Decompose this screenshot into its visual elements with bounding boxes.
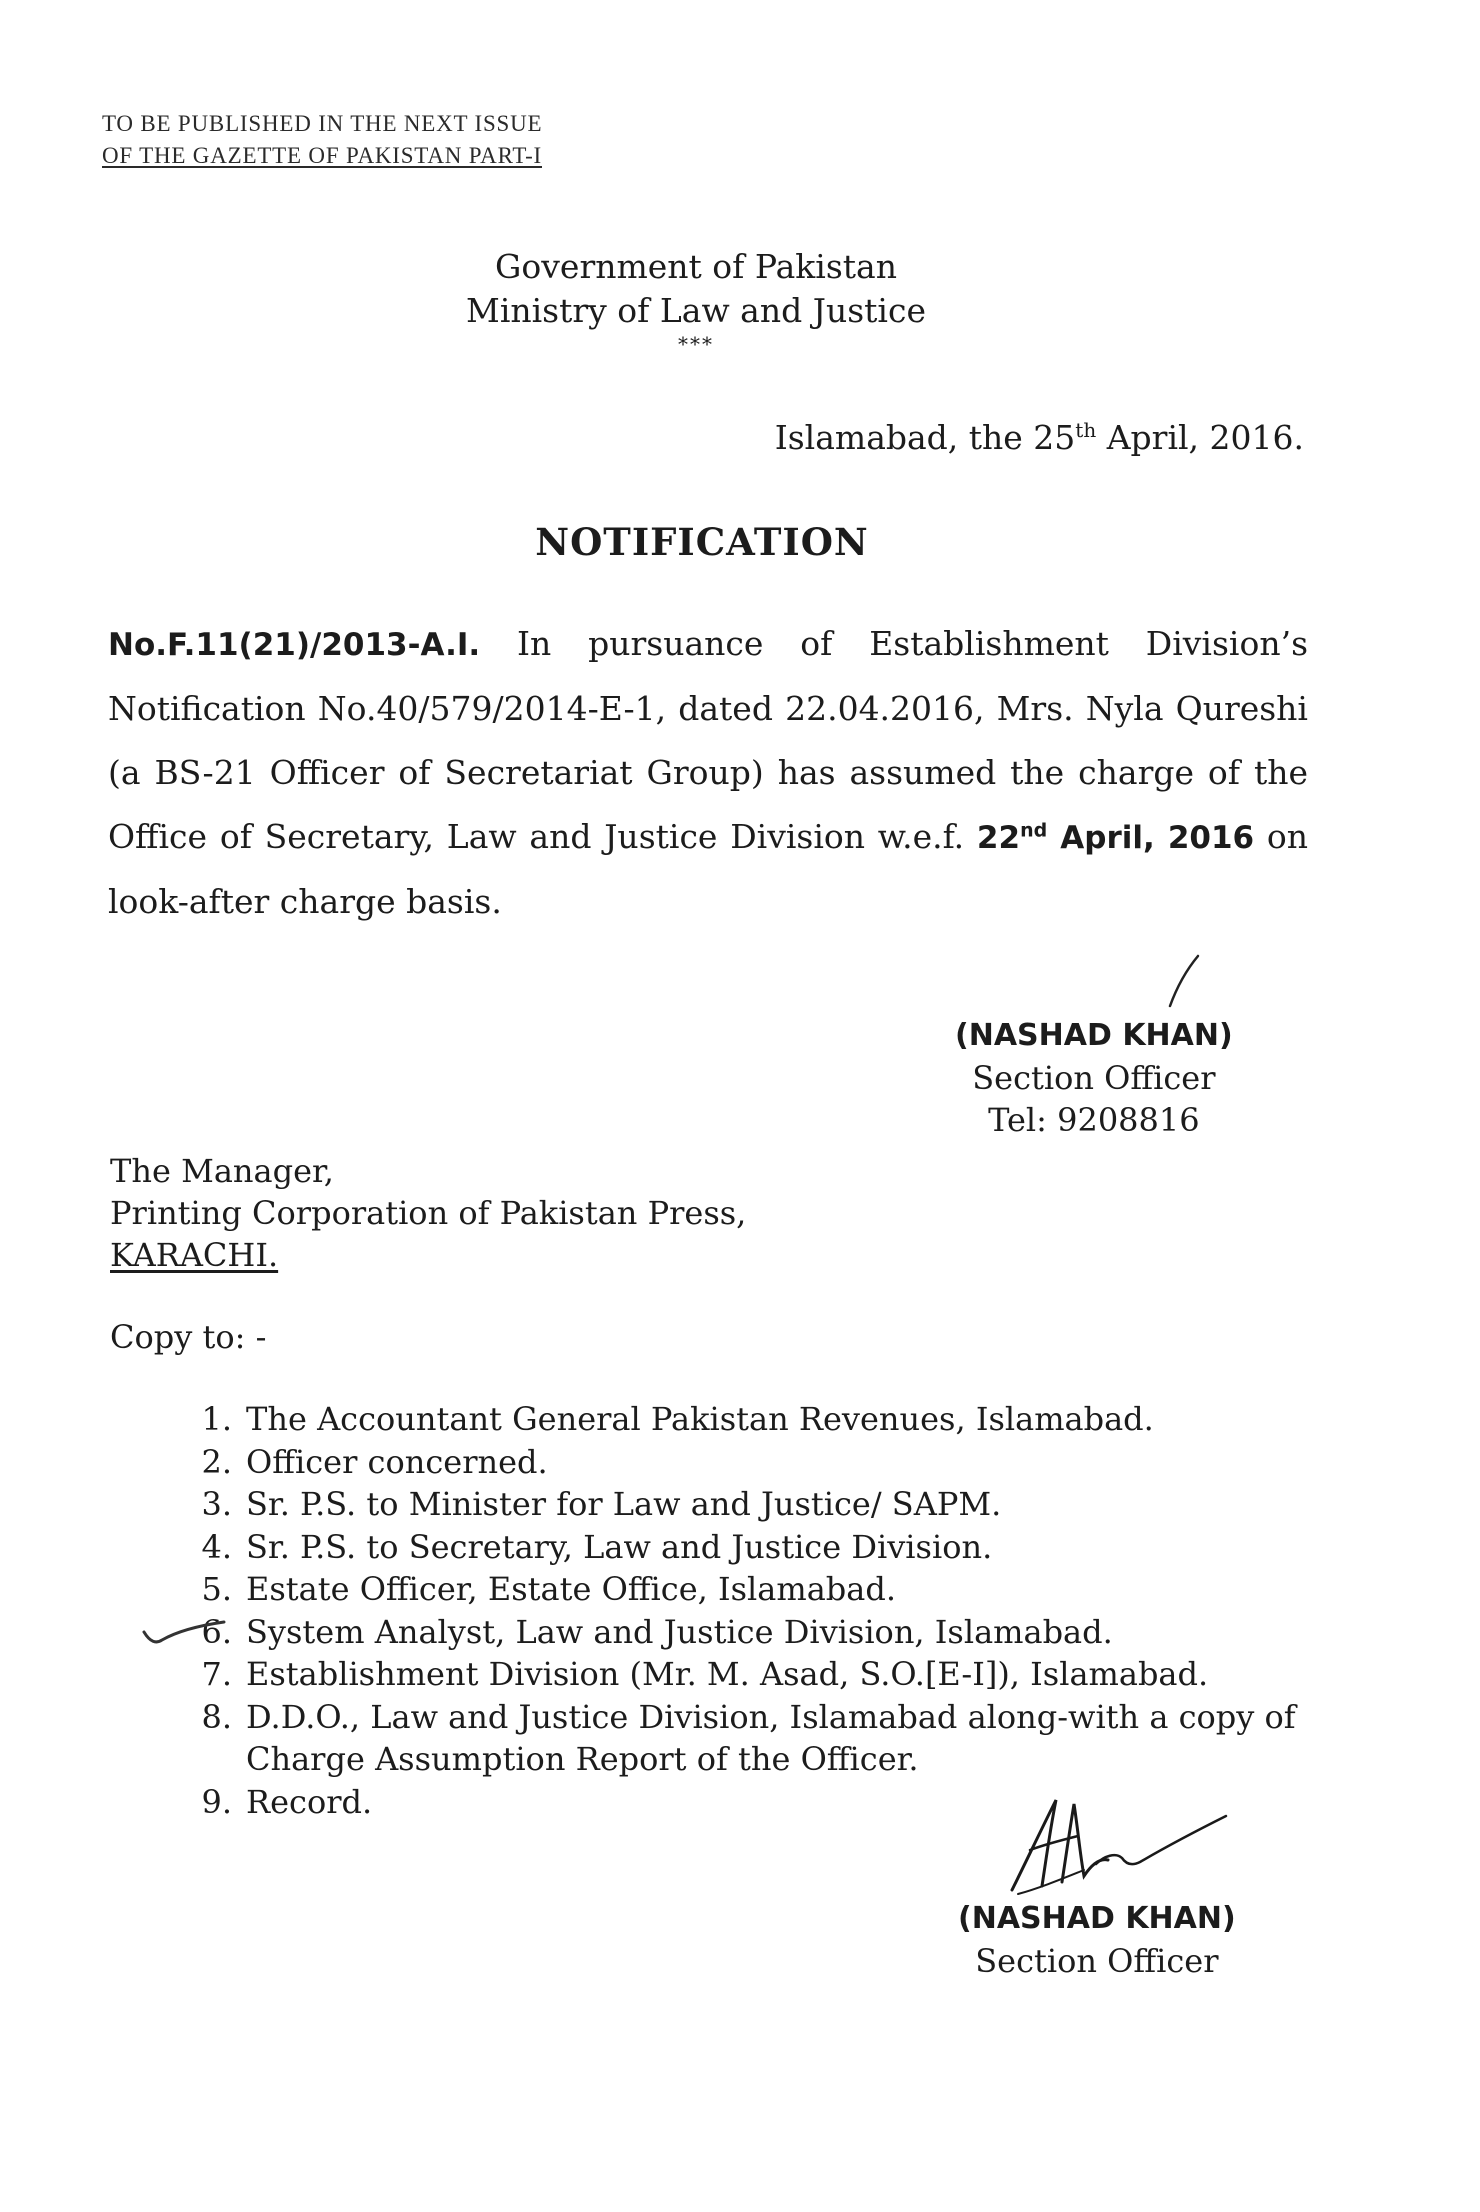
- list-item-text: D.D.O., Law and Justice Division, Islamabad along-with a copy of Charge Assumption Report of the Officer.: [246, 1697, 1296, 1778]
- list-item: [180, 1483, 1315, 1526]
- government-name: Government of Pakistan: [495, 247, 897, 286]
- copy-to-list: [180, 1398, 1315, 1823]
- date-line: [775, 418, 1304, 457]
- list-item-number: 5.: [201, 1570, 232, 1608]
- list-item-text: Establishment Division (Mr. M. Asad, S.O.[E-I]), Islamabad.: [246, 1655, 1209, 1693]
- signatory-name: (NASHAD KHAN): [958, 1901, 1236, 1936]
- notification-title: NOTIFICATION: [535, 520, 869, 564]
- signatory-telephone: Tel: 9208816: [988, 1101, 1200, 1139]
- body-text-2: on look-after charge basis.: [108, 817, 1308, 921]
- list-item-number: 6.: [201, 1612, 232, 1651]
- list-item: [180, 1526, 1315, 1569]
- addressee-organisation: Printing Corporation of Pakistan Press,: [110, 1194, 747, 1232]
- list-item-number: 4.: [201, 1527, 232, 1566]
- list-item: [180, 1696, 1315, 1781]
- addressee-city: KARACHI.: [110, 1236, 279, 1274]
- ministry-name: Ministry of Law and Justice: [466, 291, 926, 330]
- list-item-number: 8.: [201, 1697, 232, 1736]
- list-item: [180, 1568, 1315, 1611]
- body-text-1: In pursuance of Establishment Division’s Notification No.40/579/2014-E-1, dated 22.04.2016, Mrs. Nyla Qureshi (a BS-21 Officer of Secretariat Group) has assumed the charge of the Office of Secretary, Law and Justice Division w.e.f.: [108, 624, 1308, 856]
- date-ordinal: th: [1075, 418, 1097, 442]
- copy-to-label: Copy to: -: [110, 1318, 267, 1356]
- letterhead: [0, 245, 1392, 355]
- reference-number: No.F.11(21)/2013-A.I.: [108, 627, 481, 663]
- notification-body: [108, 612, 1308, 934]
- list-item: [180, 1611, 1315, 1654]
- header-separator: ***: [678, 332, 714, 356]
- list-item-number: 7.: [201, 1655, 232, 1693]
- addressee-block: [110, 1150, 746, 1276]
- date-prefix: Islamabad, the 25: [774, 418, 1076, 457]
- list-item-text: Sr. P.S. to Minister for Law and Justice/ SAPM.: [246, 1485, 1002, 1523]
- list-item: [180, 1653, 1315, 1696]
- publication-note-line-2: OF THE GAZETTE OF PAKISTAN PART-I: [102, 143, 542, 168]
- list-item-text: Record.: [246, 1782, 373, 1821]
- list-item-number: 3.: [201, 1485, 232, 1523]
- effective-date-day: 22: [976, 820, 1021, 856]
- signature-block-2: [958, 1898, 1236, 1982]
- gazette-publication-note: [102, 108, 542, 172]
- date-suffix: April, 2016.: [1096, 418, 1304, 457]
- signatory-designation: Section Officer: [972, 1059, 1216, 1097]
- publication-note-line-1: TO BE PUBLISHED IN THE NEXT ISSUE: [102, 111, 543, 136]
- list-item-text: Estate Officer, Estate Office, Islamabad.: [246, 1570, 896, 1608]
- effective-date: [977, 820, 1254, 856]
- list-item: [180, 1398, 1315, 1441]
- handwritten-signature-icon: [1000, 1790, 1230, 1900]
- list-item-text: Sr. P.S. to Secretary, Law and Justice Division.: [246, 1527, 993, 1566]
- effective-date-rest: April, 2016: [1047, 820, 1255, 856]
- signatory-designation: Section Officer: [975, 1942, 1219, 1980]
- signatory-name: (NASHAD KHAN): [955, 1018, 1233, 1053]
- initial-stroke-mark: [1158, 952, 1208, 1012]
- list-item-number: 2.: [201, 1442, 232, 1481]
- list-item-text: Officer concerned.: [246, 1442, 548, 1481]
- tick-mark-icon: [140, 1612, 230, 1652]
- list-item: [180, 1441, 1315, 1484]
- list-item-number: 1.: [201, 1400, 232, 1438]
- list-item-number: 9.: [201, 1782, 232, 1821]
- signature-block-1: [955, 1015, 1233, 1141]
- effective-date-ordinal: nd: [1020, 819, 1048, 842]
- list-item-text: System Analyst, Law and Justice Division, Islamabad.: [246, 1612, 1113, 1651]
- addressee-title: The Manager,: [110, 1152, 334, 1190]
- list-item-text: The Accountant General Pakistan Revenues, Islamabad.: [246, 1400, 1154, 1438]
